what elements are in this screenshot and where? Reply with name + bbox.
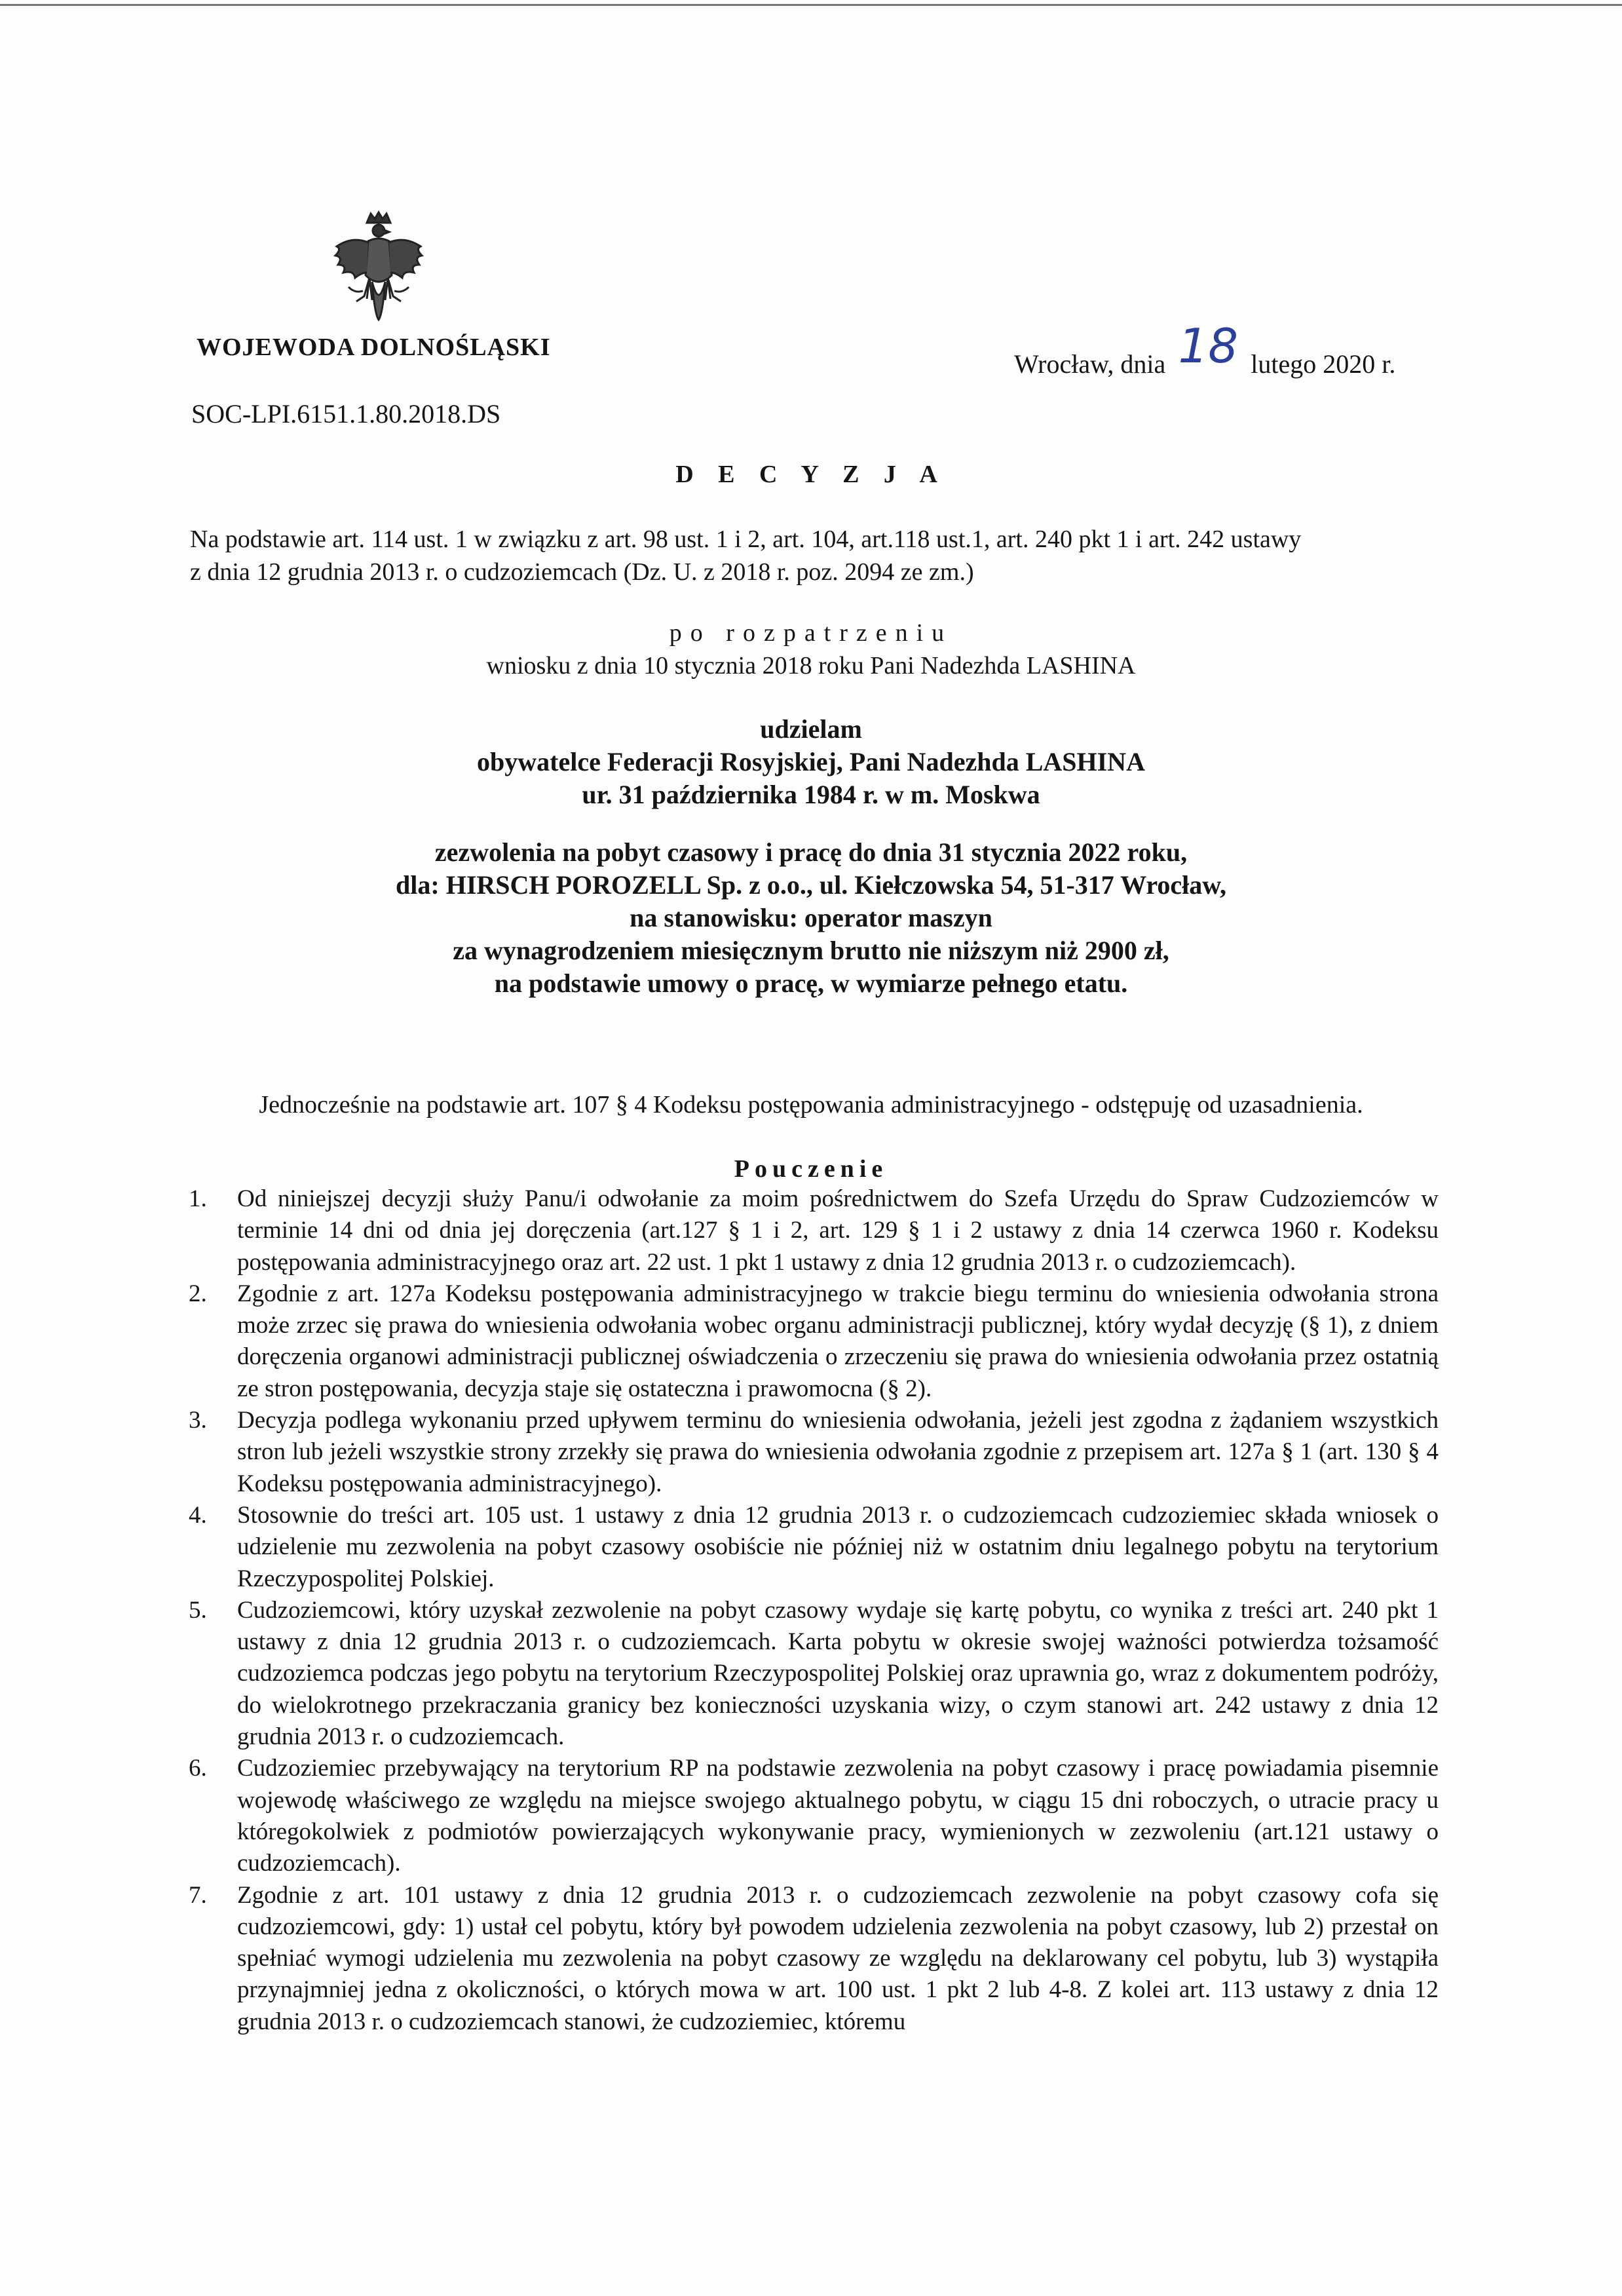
- list-item: [187, 1500, 1439, 1595]
- date-suffix: lutego 2020 r.: [1251, 349, 1396, 379]
- list-item: [187, 1405, 1439, 1500]
- scan-top-edge: [0, 4, 1622, 6]
- place-and-date: [1014, 318, 1396, 380]
- legal-basis-line: z dnia 12 grudnia 2013 r. o cudzoziemcach (Dz. U. z 2018 r. poz. 2094 ze zm.): [190, 558, 974, 586]
- instructions-list: [187, 1183, 1439, 2038]
- item-number: 6.: [189, 1755, 207, 1782]
- permit-line: na podstawie umowy o pracę, w wymiarze pełnego etatu.: [494, 968, 1128, 998]
- issuing-authority: WOJEWODA DOLNOŚLĄSKI: [197, 334, 551, 361]
- list-item: [187, 1278, 1439, 1405]
- permit-line: dla: HIRSCH POROZELL Sp. z o.o., ul. Kiełczowska 54, 51-317 Wrocław,: [396, 870, 1226, 900]
- permit-line: na stanowisku: operator maszyn: [630, 903, 992, 932]
- list-item: [187, 1595, 1439, 1753]
- grant-recipient: obywatelce Federacji Rosyjskiej, Pani Nadezhda LASHINA: [477, 747, 1145, 776]
- item-number: 4.: [189, 1501, 207, 1529]
- request-reference: wniosku z dnia 10 stycznia 2018 roku Pani Nadezhda LASHINA: [486, 652, 1136, 679]
- item-number: 5.: [189, 1596, 207, 1624]
- item-number: 2.: [189, 1280, 207, 1307]
- item-text: Zgodnie z art. 127a Kodeksu postępowania administracyjnego w trakcie biegu terminu do wniesienia odwołania strona może zrzec się prawa do wniesienia odwołania wobec organu administracji publicznej, który wydał decyzję (§ 1), z dniem doręczenia organowi administracji publicznej oświadczenia o zrzeczeniu się prawa do wniesienia odwołania przez ostatnią ze stron postępowania, decyzja staje się ostateczna i prawomocna (§ 2).: [237, 1280, 1439, 1402]
- item-text: Decyzja podlega wykonaniu przed upływem terminu do wniesienia odwołania, jeżeli jest zgodna z żądaniem wszystkich stron lub jeżeli wszystkie strony zrzekły się prawa do wniesienia odwołania zgodnie z przepisem art. 127a § 1 (art. 130 § 4 Kodeksu postępowania administracyjnego).: [237, 1407, 1439, 1497]
- permit-details: [0, 836, 1622, 1000]
- list-item: [187, 1880, 1439, 2038]
- permit-line: za wynagrodzeniem miesięcznym brutto nie niższym niż 2900 zł,: [453, 936, 1169, 965]
- instructions-heading: Pouczenie: [734, 1155, 888, 1183]
- justification-waiver: Jednocześnie na podstawie art. 107 § 4 Kodeksu postępowania administracyjnego - odstępuję od uzasadnienia.: [259, 1091, 1363, 1119]
- item-text: Od niniejszej decyzji służy Panu/i odwołanie za moim pośrednictwem do Szefa Urzędu do Spraw Cudzoziemców w terminie 14 dni od dnia jej doręczenia (art.127 § 1 i 2, art. 129 § 1 i 2 ustawy z dnia 14 czerwca 1960 r. Kodeksu postępowania administracyjnego oraz art. 22 ust. 1 pkt 1 ustawy z dnia 12 grudnia 2013 r. o cudzoziemcach).: [237, 1185, 1439, 1276]
- consideration-heading: po rozpatrzeniu: [669, 619, 953, 647]
- place-prefix: Wrocław, dnia: [1014, 349, 1166, 379]
- grant-verb: udzielam: [760, 714, 862, 744]
- polish-eagle-emblem-icon: [326, 210, 431, 328]
- item-text: Cudzoziemiec przebywający na terytorium RP na podstawie zezwolenia na pobyt czasowy i pracę powiadamia pisemnie wojewodę właściwego ze względu na miejsce swojego aktualnego pobytu, w ciągu 15 dni roboczych, o utracie pracy u któregokolwiek z podmiotów powierzających wykonywanie pracy, wymienionych w zezwoleniu (art.121 ustawy o cudzoziemcach).: [237, 1755, 1439, 1877]
- item-number: 3.: [189, 1407, 207, 1434]
- legal-basis: [190, 523, 1435, 588]
- item-number: 7.: [189, 1881, 207, 1909]
- legal-basis-line: Na podstawie art. 114 ust. 1 w związku z art. 98 ust. 1 i 2, art. 104, art.118 ust.1, art. 240 pkt 1 i art. 242 ustawy: [190, 526, 1302, 553]
- item-text: Zgodnie z art. 101 ustawy z dnia 12 grudnia 2013 r. o cudzoziemcach zezwolenie na pobyt czasowy cofa się cudzoziemcowi, gdy: 1) ustał cel pobytu, który był powodem udzielenia zezwolenia na pobyt czasowy, lub 2) przestał on spełniać wymogi udzielenia mu zezwolenia na pobyt czasowy ze względu na deklarowany cel pobytu, lub 3) wystąpiła przynajmniej jedna z okoliczności, o których mowa w art. 100 ust. 1 pkt 2 lub 4-8. Z kolei art. 113 ustawy z dnia 12 grudnia 2013 r. o cudzoziemcach stanowi, że cudzoziemiec, któremu: [237, 1881, 1439, 2035]
- document-title: D E C Y Z J A: [675, 461, 947, 488]
- item-number: 1.: [189, 1185, 207, 1212]
- permit-line: zezwolenia na pobyt czasowy i pracę do dnia 31 stycznia 2022 roku,: [434, 837, 1188, 867]
- item-text: Stosownie do treści art. 105 ust. 1 ustawy z dnia 12 grudnia 2013 r. o cudzoziemcach cudzoziemiec składa wniosek o udzielenie mu zezwolenia na pobyt czasowy osobiście nie później niż w ostatnim dniu legalnego pobytu na terytorium Rzeczypospolitej Polskiej.: [237, 1501, 1439, 1592]
- case-reference-number: SOC-LPI.6151.1.80.2018.DS: [191, 399, 501, 429]
- grant-birth-details: ur. 31 października 1984 r. w m. Moskwa: [582, 780, 1040, 809]
- list-item: [187, 1183, 1439, 1278]
- list-item: [187, 1753, 1439, 1879]
- grant-block: [0, 713, 1622, 811]
- handwritten-day: 18: [1178, 318, 1239, 373]
- item-text: Cudzoziemcowi, który uzyskał zezwolenie na pobyt czasowy wydaje się kartę pobytu, co wynika z treści art. 240 pkt 1 ustawy z dnia 12 grudnia 2013 r. o cudzoziemcach. Karta pobytu w okresie swojej ważności potwierdza tożsamość cudzoziemca podczas jego pobytu na terytorium Rzeczypospolitej Polskiej oraz uprawnia go, wraz z dokumentem podróży, do wielokrotnego przekraczania granicy bez konieczności uzyskania wizy, o czym stanowi art. 242 ustawy z dnia 12 grudnia 2013 r. o cudzoziemcach.: [237, 1596, 1439, 1751]
